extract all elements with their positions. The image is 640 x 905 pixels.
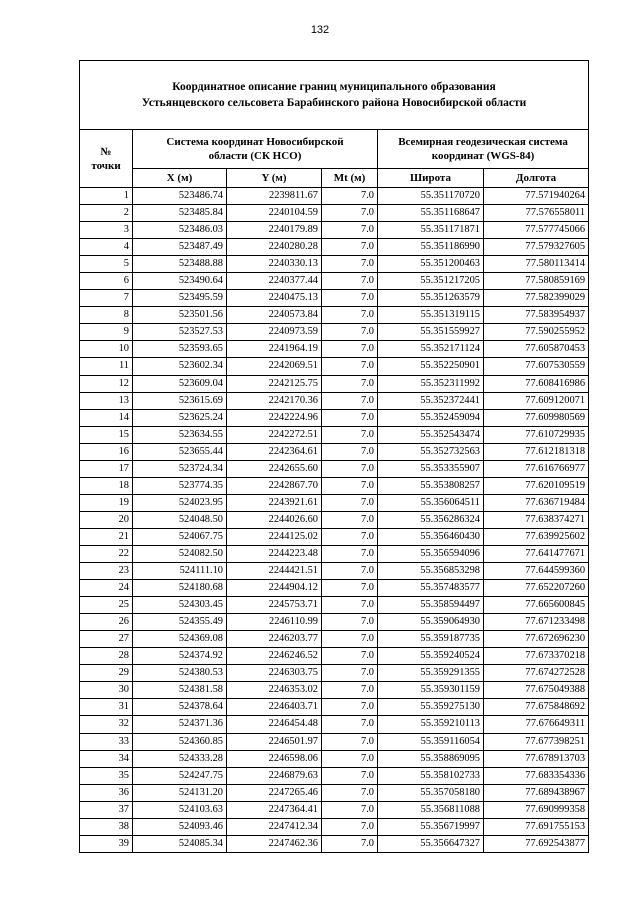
point-number-cell: 4	[80, 239, 133, 256]
table-row	[80, 631, 589, 648]
point-number-cell: 16	[80, 443, 133, 460]
x-cell: 524378.64	[133, 699, 227, 716]
latitude-cell: 55.358102733	[378, 767, 484, 784]
table-row	[80, 597, 589, 614]
point-number-cell: 21	[80, 528, 133, 545]
title-line-2: Устьянцевского сельсовета Барабинского района Новосибирской области	[141, 97, 527, 109]
latitude-cell: 55.359240524	[378, 648, 484, 665]
table-row	[80, 648, 589, 665]
y-cell: 2242655.60	[227, 460, 322, 477]
latitude-cell: 55.351559927	[378, 324, 484, 341]
mt-cell: 7.0	[322, 256, 378, 273]
point-number-cell: 27	[80, 631, 133, 648]
longitude-cell: 77.579327605	[484, 239, 589, 256]
point-number-cell: 1	[80, 188, 133, 205]
point-number-cell: 9	[80, 324, 133, 341]
longitude-cell: 77.652207260	[484, 580, 589, 597]
latitude-cell: 55.359301159	[378, 682, 484, 699]
x-cell: 523634.55	[133, 426, 227, 443]
y-cell: 2247412.34	[227, 818, 322, 835]
table-row	[80, 205, 589, 222]
x-cell: 524247.75	[133, 767, 227, 784]
x-cell: 523724.34	[133, 460, 227, 477]
mt-cell: 7.0	[322, 324, 378, 341]
latitude-cell: 55.353808257	[378, 477, 484, 494]
y-cell: 2241964.19	[227, 341, 322, 358]
latitude-cell: 55.357483577	[378, 580, 484, 597]
y-cell: 2247265.46	[227, 784, 322, 801]
x-cell: 524131.20	[133, 784, 227, 801]
longitude-cell: 77.577745066	[484, 222, 589, 239]
y-cell: 2240475.13	[227, 290, 322, 307]
mt-cell: 7.0	[322, 409, 378, 426]
title-line-1: Координатное описание границ муниципального образования	[172, 81, 496, 93]
mt-cell: 7.0	[322, 545, 378, 562]
x-cell: 523495.59	[133, 290, 227, 307]
longitude-cell: 77.580859169	[484, 273, 589, 290]
table-row	[80, 665, 589, 682]
x-cell: 524371.36	[133, 716, 227, 733]
y-cell: 2240179.89	[227, 222, 322, 239]
point-number-cell: 37	[80, 801, 133, 818]
y-cell: 2240973.59	[227, 324, 322, 341]
point-number-cell: 8	[80, 307, 133, 324]
mt-cell: 7.0	[322, 767, 378, 784]
latitude-cell: 55.359187735	[378, 631, 484, 648]
mt-cell: 7.0	[322, 699, 378, 716]
latitude-cell: 55.351170720	[378, 188, 484, 205]
table-row	[80, 273, 589, 290]
table-row	[80, 494, 589, 511]
x-cell: 524380.53	[133, 665, 227, 682]
longitude-cell: 77.639925602	[484, 528, 589, 545]
table-row	[80, 358, 589, 375]
mt-cell: 7.0	[322, 341, 378, 358]
latitude-cell: 55.352171124	[378, 341, 484, 358]
latitude-cell: 55.352250901	[378, 358, 484, 375]
x-cell: 523486.03	[133, 222, 227, 239]
mt-cell: 7.0	[322, 358, 378, 375]
latitude-cell: 55.356811088	[378, 801, 484, 818]
point-header-line-1: №	[100, 145, 112, 158]
y-cell: 2242069.51	[227, 358, 322, 375]
point-number-cell: 26	[80, 614, 133, 631]
latitude-cell: 55.352543474	[378, 426, 484, 443]
latitude-cell: 55.358594497	[378, 597, 484, 614]
table-row	[80, 716, 589, 733]
mt-cell: 7.0	[322, 460, 378, 477]
table-row	[80, 324, 589, 341]
y-cell: 2242272.51	[227, 426, 322, 443]
y-cell: 2242170.36	[227, 392, 322, 409]
table-row	[80, 545, 589, 562]
mt-cell: 7.0	[322, 477, 378, 494]
table-row	[80, 426, 589, 443]
table-row	[80, 290, 589, 307]
mt-cell: 7.0	[322, 835, 378, 852]
point-number-cell: 15	[80, 426, 133, 443]
latitude-cell: 55.351263579	[378, 290, 484, 307]
latitude-cell: 55.356853298	[378, 563, 484, 580]
point-number-cell: 39	[80, 835, 133, 852]
latitude-cell: 55.356647327	[378, 835, 484, 852]
latitude-cell: 55.352732563	[378, 443, 484, 460]
latitude-cell: 55.359064930	[378, 614, 484, 631]
latitude-cell: 55.356064511	[378, 494, 484, 511]
x-cell: 523487.49	[133, 239, 227, 256]
column-header-mt: Mt (м)	[322, 169, 378, 188]
x-cell: 524369.08	[133, 631, 227, 648]
point-number-cell: 3	[80, 222, 133, 239]
table-row	[80, 801, 589, 818]
table-row	[80, 614, 589, 631]
column-header-y: Y (м)	[227, 169, 322, 188]
point-number-cell: 17	[80, 460, 133, 477]
x-cell: 523488.88	[133, 256, 227, 273]
latitude-cell: 55.359210113	[378, 716, 484, 733]
point-number-cell: 35	[80, 767, 133, 784]
x-cell: 524023.95	[133, 494, 227, 511]
x-cell: 524067.75	[133, 528, 227, 545]
mt-cell: 7.0	[322, 290, 378, 307]
system-nso-line-2: области (СК НСО)	[208, 150, 302, 162]
point-number-cell: 13	[80, 392, 133, 409]
longitude-cell: 77.607530559	[484, 358, 589, 375]
mt-cell: 7.0	[322, 273, 378, 290]
latitude-cell: 55.359291355	[378, 665, 484, 682]
point-number-cell: 2	[80, 205, 133, 222]
point-number-cell: 18	[80, 477, 133, 494]
latitude-cell: 55.351168647	[378, 205, 484, 222]
mt-cell: 7.0	[322, 784, 378, 801]
mt-cell: 7.0	[322, 205, 378, 222]
point-number-cell: 10	[80, 341, 133, 358]
y-cell: 2242867.70	[227, 477, 322, 494]
latitude-cell: 55.359116054	[378, 733, 484, 750]
longitude-cell: 77.674272528	[484, 665, 589, 682]
table-row	[80, 239, 589, 256]
latitude-cell: 55.359275130	[378, 699, 484, 716]
y-cell: 2246110.99	[227, 614, 322, 631]
mt-cell: 7.0	[322, 665, 378, 682]
latitude-cell: 55.351217205	[378, 273, 484, 290]
table-row	[80, 375, 589, 392]
mt-cell: 7.0	[322, 443, 378, 460]
mt-cell: 7.0	[322, 188, 378, 205]
point-number-cell: 20	[80, 511, 133, 528]
y-cell: 2240280.28	[227, 239, 322, 256]
y-cell: 2246203.77	[227, 631, 322, 648]
point-number-cell: 29	[80, 665, 133, 682]
point-number-cell: 23	[80, 563, 133, 580]
y-cell: 2244421.51	[227, 563, 322, 580]
y-cell: 2240330.13	[227, 256, 322, 273]
longitude-cell: 77.636719484	[484, 494, 589, 511]
mt-cell: 7.0	[322, 818, 378, 835]
point-number-cell: 12	[80, 375, 133, 392]
mt-cell: 7.0	[322, 375, 378, 392]
point-number-cell: 33	[80, 733, 133, 750]
latitude-cell: 55.358869095	[378, 750, 484, 767]
y-cell: 2240573.84	[227, 307, 322, 324]
mt-cell: 7.0	[322, 716, 378, 733]
longitude-cell: 77.683354336	[484, 767, 589, 784]
table-row	[80, 460, 589, 477]
mt-cell: 7.0	[322, 239, 378, 256]
table-row	[80, 256, 589, 273]
y-cell: 2242125.75	[227, 375, 322, 392]
table-row	[80, 682, 589, 699]
point-number-cell: 25	[80, 597, 133, 614]
x-cell: 524093.46	[133, 818, 227, 835]
column-header-latitude: Широта	[378, 169, 484, 188]
point-number-cell: 36	[80, 784, 133, 801]
table-row	[80, 307, 589, 324]
longitude-cell: 77.671233498	[484, 614, 589, 631]
x-cell: 523501.56	[133, 307, 227, 324]
longitude-cell: 77.605870453	[484, 341, 589, 358]
x-cell: 523593.65	[133, 341, 227, 358]
y-cell: 2242224.96	[227, 409, 322, 426]
longitude-cell: 77.691755153	[484, 818, 589, 835]
mt-cell: 7.0	[322, 392, 378, 409]
mt-cell: 7.0	[322, 426, 378, 443]
x-cell: 523602.34	[133, 358, 227, 375]
longitude-cell: 77.610729935	[484, 426, 589, 443]
mt-cell: 7.0	[322, 494, 378, 511]
table-row	[80, 222, 589, 239]
longitude-cell: 77.571940264	[484, 188, 589, 205]
table-row	[80, 443, 589, 460]
x-cell: 523490.64	[133, 273, 227, 290]
longitude-cell: 77.616766977	[484, 460, 589, 477]
mt-cell: 7.0	[322, 528, 378, 545]
y-cell: 2247364.41	[227, 801, 322, 818]
x-cell: 523486.74	[133, 188, 227, 205]
longitude-cell: 77.644599360	[484, 563, 589, 580]
point-number-cell: 14	[80, 409, 133, 426]
x-cell: 524303.45	[133, 597, 227, 614]
y-cell: 2247462.36	[227, 835, 322, 852]
latitude-cell: 55.353355907	[378, 460, 484, 477]
point-number-cell: 38	[80, 818, 133, 835]
mt-cell: 7.0	[322, 682, 378, 699]
table-row	[80, 392, 589, 409]
y-cell: 2243921.61	[227, 494, 322, 511]
x-cell: 524048.50	[133, 511, 227, 528]
system-nso-line-1: Система координат Новосибирской	[166, 136, 344, 148]
y-cell: 2240377.44	[227, 273, 322, 290]
latitude-cell: 55.356286324	[378, 511, 484, 528]
latitude-cell: 55.356719997	[378, 818, 484, 835]
y-cell: 2239811.67	[227, 188, 322, 205]
system-wgs-line-2: координат (WGS-84)	[431, 150, 535, 162]
mt-cell: 7.0	[322, 750, 378, 767]
x-cell: 524360.85	[133, 733, 227, 750]
point-number-cell: 31	[80, 699, 133, 716]
y-cell: 2246454.48	[227, 716, 322, 733]
mt-cell: 7.0	[322, 222, 378, 239]
x-cell: 524082.50	[133, 545, 227, 562]
x-cell: 523485.84	[133, 205, 227, 222]
x-cell: 524333.28	[133, 750, 227, 767]
point-number-cell: 30	[80, 682, 133, 699]
y-cell: 2244026.60	[227, 511, 322, 528]
table-row	[80, 188, 589, 205]
x-cell: 523655.44	[133, 443, 227, 460]
point-number-cell: 11	[80, 358, 133, 375]
longitude-cell: 77.641477671	[484, 545, 589, 562]
table-row	[80, 563, 589, 580]
mt-cell: 7.0	[322, 580, 378, 597]
y-cell: 2246303.75	[227, 665, 322, 682]
x-cell: 524374.92	[133, 648, 227, 665]
page-number: 132	[310, 24, 330, 36]
point-number-cell: 28	[80, 648, 133, 665]
column-header-longitude: Долгота	[484, 169, 589, 188]
mt-cell: 7.0	[322, 307, 378, 324]
longitude-cell: 77.675049388	[484, 682, 589, 699]
latitude-cell: 55.357058180	[378, 784, 484, 801]
longitude-cell: 77.672696230	[484, 631, 589, 648]
mt-cell: 7.0	[322, 563, 378, 580]
x-cell: 524103.63	[133, 801, 227, 818]
point-number-cell: 34	[80, 750, 133, 767]
table-row	[80, 528, 589, 545]
longitude-cell: 77.620109519	[484, 477, 589, 494]
latitude-cell: 55.351319115	[378, 307, 484, 324]
y-cell: 2244904.12	[227, 580, 322, 597]
table-row	[80, 818, 589, 835]
table-row	[80, 733, 589, 750]
x-cell: 524085.34	[133, 835, 227, 852]
y-cell: 2244223.48	[227, 545, 322, 562]
y-cell: 2242364.61	[227, 443, 322, 460]
y-cell: 2244125.02	[227, 528, 322, 545]
table-row	[80, 699, 589, 716]
longitude-cell: 77.583954937	[484, 307, 589, 324]
longitude-cell: 77.580113414	[484, 256, 589, 273]
y-cell: 2246501.97	[227, 733, 322, 750]
table-row	[80, 784, 589, 801]
point-header-line-2: точки	[91, 159, 121, 172]
mt-cell: 7.0	[322, 614, 378, 631]
y-cell: 2246353.02	[227, 682, 322, 699]
y-cell: 2245753.71	[227, 597, 322, 614]
table-row	[80, 750, 589, 767]
latitude-cell: 55.351200463	[378, 256, 484, 273]
coordinates-table	[79, 60, 589, 853]
y-cell: 2246246.52	[227, 648, 322, 665]
x-cell: 524180.68	[133, 580, 227, 597]
latitude-cell: 55.351186990	[378, 239, 484, 256]
longitude-cell: 77.608416986	[484, 375, 589, 392]
table-row	[80, 409, 589, 426]
x-cell: 523527.53	[133, 324, 227, 341]
latitude-cell: 55.352459094	[378, 409, 484, 426]
longitude-cell: 77.690999358	[484, 801, 589, 818]
latitude-cell: 55.352372441	[378, 392, 484, 409]
x-cell: 523615.69	[133, 392, 227, 409]
y-cell: 2246879.63	[227, 767, 322, 784]
point-number-header	[80, 130, 133, 188]
system-wgs-line-1: Всемирная геодезическая система	[398, 136, 568, 148]
table-title	[80, 61, 589, 130]
x-cell: 523774.35	[133, 477, 227, 494]
column-header-x: X (м)	[133, 169, 227, 188]
table-row	[80, 511, 589, 528]
latitude-cell: 55.356594096	[378, 545, 484, 562]
longitude-cell: 77.673370218	[484, 648, 589, 665]
x-cell: 523625.24	[133, 409, 227, 426]
longitude-cell: 77.638374271	[484, 511, 589, 528]
mt-cell: 7.0	[322, 648, 378, 665]
longitude-cell: 77.590255952	[484, 324, 589, 341]
system-wgs-header	[378, 130, 589, 169]
x-cell: 524381.58	[133, 682, 227, 699]
longitude-cell: 77.675848692	[484, 699, 589, 716]
longitude-cell: 77.665600845	[484, 597, 589, 614]
longitude-cell: 77.689438967	[484, 784, 589, 801]
y-cell: 2246598.06	[227, 750, 322, 767]
point-number-cell: 24	[80, 580, 133, 597]
mt-cell: 7.0	[322, 733, 378, 750]
mt-cell: 7.0	[322, 597, 378, 614]
mt-cell: 7.0	[322, 801, 378, 818]
table-body	[80, 188, 589, 853]
longitude-cell: 77.576558011	[484, 205, 589, 222]
point-number-cell: 22	[80, 545, 133, 562]
point-number-cell: 7	[80, 290, 133, 307]
latitude-cell: 55.352311992	[378, 375, 484, 392]
longitude-cell: 77.609120071	[484, 392, 589, 409]
longitude-cell: 77.676649311	[484, 716, 589, 733]
longitude-cell: 77.677398251	[484, 733, 589, 750]
table-row	[80, 580, 589, 597]
table-row	[80, 767, 589, 784]
point-number-cell: 6	[80, 273, 133, 290]
system-nso-header	[133, 130, 378, 169]
longitude-cell: 77.692543877	[484, 835, 589, 852]
longitude-cell: 77.678913703	[484, 750, 589, 767]
point-number-cell: 19	[80, 494, 133, 511]
longitude-cell: 77.612181318	[484, 443, 589, 460]
longitude-cell: 77.582399029	[484, 290, 589, 307]
point-number-cell: 32	[80, 716, 133, 733]
y-cell: 2246403.71	[227, 699, 322, 716]
point-number-cell: 5	[80, 256, 133, 273]
x-cell: 523609.04	[133, 375, 227, 392]
y-cell: 2240104.59	[227, 205, 322, 222]
x-cell: 524355.49	[133, 614, 227, 631]
latitude-cell: 55.351171871	[378, 222, 484, 239]
table-row	[80, 477, 589, 494]
table-row	[80, 341, 589, 358]
latitude-cell: 55.356460430	[378, 528, 484, 545]
table-row	[80, 835, 589, 852]
mt-cell: 7.0	[322, 511, 378, 528]
mt-cell: 7.0	[322, 631, 378, 648]
longitude-cell: 77.609980569	[484, 409, 589, 426]
x-cell: 524111.10	[133, 563, 227, 580]
